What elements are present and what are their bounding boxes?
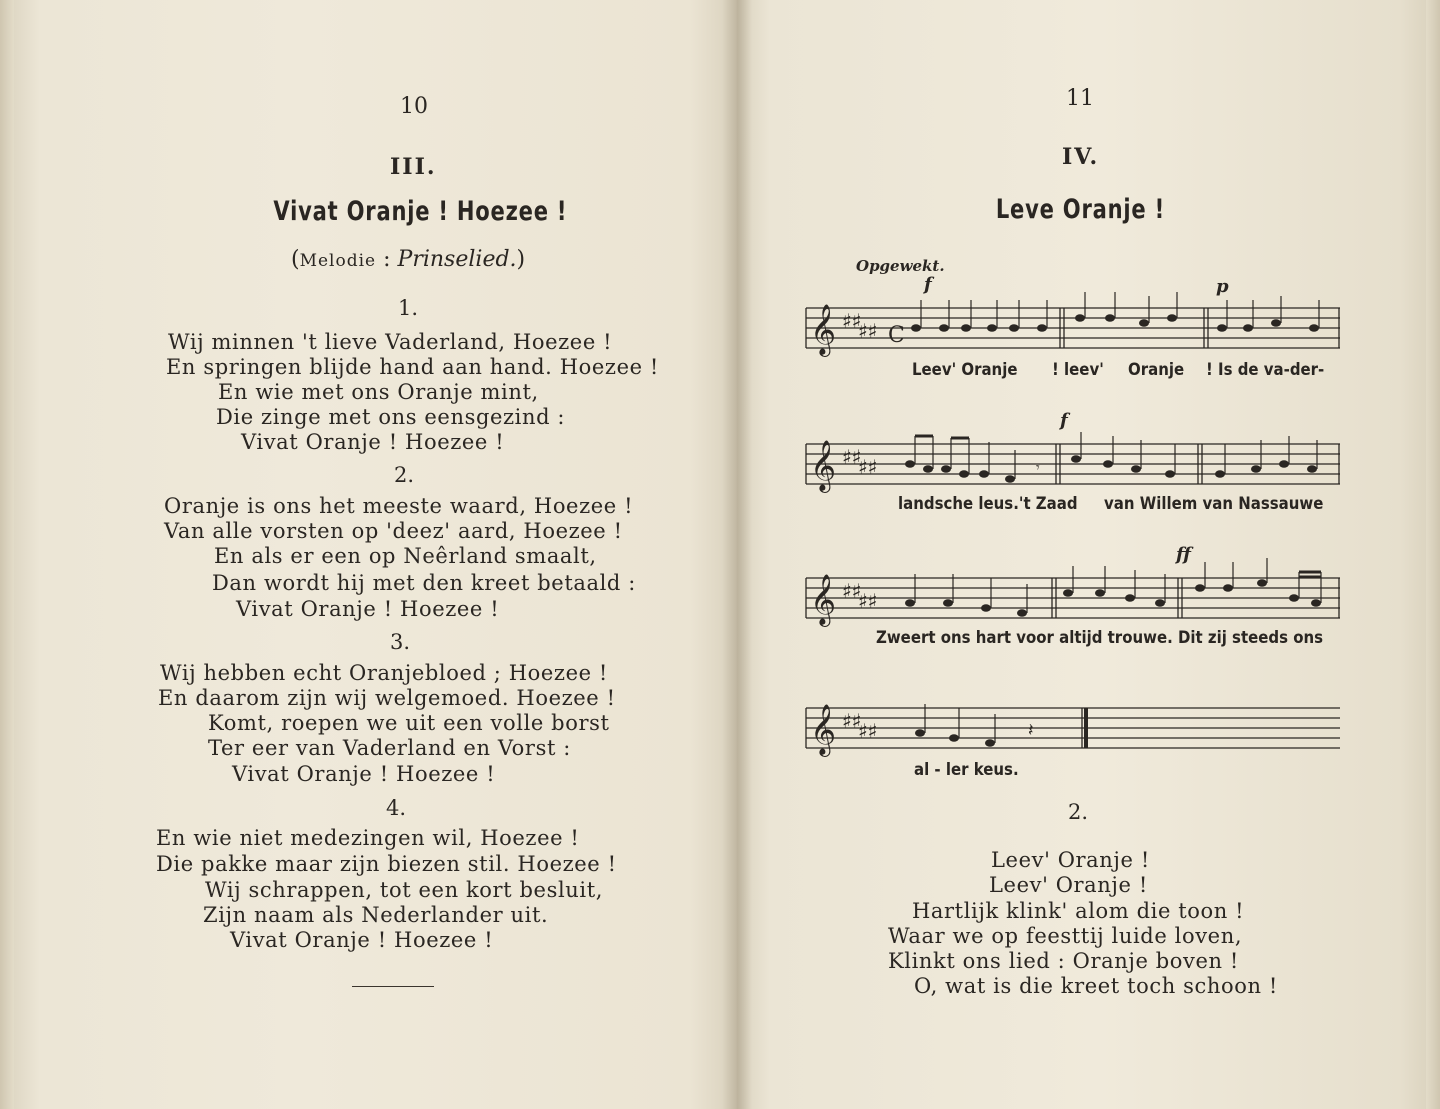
melody-close-paren: ) xyxy=(516,247,526,272)
book-gutter xyxy=(722,0,752,1109)
sharp-icon: ♯♯ xyxy=(858,319,878,343)
verse-line: Vivat Oranje ! Hoezee ! xyxy=(236,597,500,621)
verse-line: Klinkt ons lied : Oranje boven ! xyxy=(888,949,1239,973)
rest-icon: 𝄾 xyxy=(1036,460,1040,476)
sharp-icon: ♯♯ xyxy=(842,579,862,603)
verse-line: Wij schrappen, tot een kort besluit, xyxy=(205,878,604,902)
verse-line: En wie niet medezingen wil, Hoezee ! xyxy=(156,826,580,850)
song-title: Vivat Oranje ! Hoezee ! xyxy=(273,196,567,227)
right-page-edge xyxy=(1426,0,1440,1109)
sharp-icon: ♯♯ xyxy=(842,309,862,333)
page-number: 11 xyxy=(1066,86,1094,111)
dynamic-marking: f xyxy=(1060,410,1068,431)
verse-number: 4. xyxy=(386,796,407,820)
music-staff xyxy=(806,436,1342,496)
treble-clef-icon: 𝄞 xyxy=(810,304,837,355)
verse-line: En daarom zijn wij welgemoed. Hoezee ! xyxy=(158,686,616,710)
verse-line: En springen blijde hand aan hand. Hoezee ! xyxy=(166,355,659,379)
lyric-syllable: ! Is de va-der- xyxy=(1206,360,1325,380)
sharp-icon: ♯♯ xyxy=(842,445,862,469)
music-staff xyxy=(806,570,1342,630)
verse-number: 1. xyxy=(398,296,419,320)
rest-icon: 𝄽 xyxy=(1028,720,1034,741)
verse-line: En wie met ons Oranje mint, xyxy=(218,380,539,404)
verse-line: Komt, roepen we uit een volle borst xyxy=(208,711,610,735)
lyric-syllable: Zweert ons hart voor altijd trouwe. Dit zij steeds ons xyxy=(876,628,1324,648)
closing-rule xyxy=(352,986,434,987)
common-time-icon: C xyxy=(888,323,905,348)
verse-line: Vivat Oranje ! Hoezee ! xyxy=(241,430,505,454)
section-number: IV. xyxy=(1062,144,1100,170)
verse-line: Dan wordt hij met den kreet betaald : xyxy=(212,571,636,595)
verse-line: Van alle vorsten op 'deez' aard, Hoezee ! xyxy=(164,519,623,543)
verse-line: O, wat is die kreet toch schoon ! xyxy=(914,974,1278,998)
verse-line: Die zinge met ons eensgezind : xyxy=(216,405,566,429)
lyric-syllable: van Willem van Nassauwe xyxy=(1104,494,1324,514)
lyric-syllable: Leev' Oranje xyxy=(912,360,1018,380)
verse-line: Vivat Oranje ! Hoezee ! xyxy=(232,762,496,786)
lyric-syllable: al - ler keus. xyxy=(914,760,1019,780)
music-staff xyxy=(806,300,1342,360)
lyric-syllable: Oranje xyxy=(1128,360,1185,380)
verse-line: Die pakke maar zijn biezen stil. Hoezee ! xyxy=(156,852,617,876)
sharp-icon: ♯♯ xyxy=(858,455,878,479)
treble-clef-icon: 𝄞 xyxy=(810,440,837,491)
sharp-icon: ♯♯ xyxy=(858,719,878,743)
dynamic-marking: p xyxy=(1216,276,1229,297)
song-title-wrap xyxy=(870,194,1290,225)
verse-line: Wij hebben echt Oranjebloed ; Hoezee ! xyxy=(160,661,608,685)
melody-separator: : xyxy=(376,247,398,272)
verse-number: 2. xyxy=(1068,800,1089,824)
page-number: 10 xyxy=(400,94,428,119)
dynamic-marking: ff xyxy=(1176,544,1191,565)
verse-line: Hartlijk klink' alom die toon ! xyxy=(912,899,1245,923)
lyric-syllable: ! leev' xyxy=(1052,360,1104,380)
verse-line: Wij minnen 't lieve Vaderland, Hoezee ! xyxy=(168,330,613,354)
verse-line: Leev' Oranje ! xyxy=(991,848,1150,872)
verse-line: Leev' Oranje ! xyxy=(989,873,1148,897)
verse-line: Oranje is ons het meeste waard, Hoezee ! xyxy=(164,494,634,518)
melody-note xyxy=(291,247,525,272)
treble-clef-icon: 𝄞 xyxy=(810,574,837,625)
verse-number: 3. xyxy=(390,630,411,654)
song-title-wrap xyxy=(210,196,630,227)
verse-line: Ter eer van Vaderland en Vorst : xyxy=(208,736,571,760)
verse-line: En als er een op Neêrland smaalt, xyxy=(214,544,597,568)
melody-name: Prinselied. xyxy=(397,247,517,272)
melody-open-paren: ( xyxy=(291,247,300,272)
section-number: III. xyxy=(390,154,437,180)
verse-number: 2. xyxy=(394,463,415,487)
song-title: Leve Oranje ! xyxy=(995,194,1165,225)
verse-line: Waar we op feesttij luide loven, xyxy=(888,924,1243,948)
verse-line: Zijn naam als Nederlander uit. xyxy=(203,903,549,927)
left-page-edge xyxy=(0,0,14,1109)
treble-clef-icon: 𝄞 xyxy=(810,704,837,755)
lyric-syllable: landsche leus.'t Zaad xyxy=(898,494,1078,514)
tempo-marking: Opgewekt. xyxy=(856,257,945,275)
music-staff xyxy=(806,700,1342,760)
dynamic-marking: f xyxy=(924,274,932,295)
melody-label: Melodie xyxy=(299,251,377,271)
sharp-icon: ♯♯ xyxy=(858,589,878,613)
sharp-icon: ♯♯ xyxy=(842,709,862,733)
verse-line: Vivat Oranje ! Hoezee ! xyxy=(230,928,494,952)
